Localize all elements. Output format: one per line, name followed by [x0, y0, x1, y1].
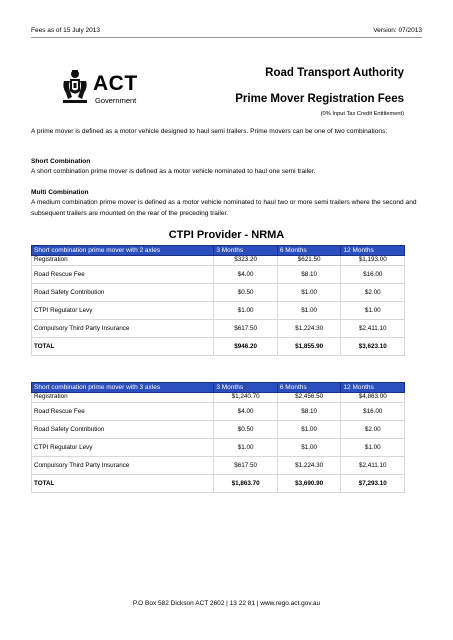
fee-label: CTPI Regulator Levy [32, 302, 214, 320]
fee-amount: $1,240.70 [214, 393, 278, 403]
fee-amount: $2.00 [341, 421, 405, 439]
fee-amount: $2,411.10 [341, 320, 405, 338]
multi-combination-text: A medium combination prime mover is defined as a motor vehicle nominated to haul two or more semi trailers where the second and subsequent trailers are mounted on the rear of the preceding trailer. [31, 199, 417, 217]
fees-table-2-axles [31, 245, 405, 356]
column-header: 6 Months [277, 383, 341, 393]
fee-amount: $1,193.00 [341, 256, 405, 266]
short-combination-heading: Short Combination [31, 158, 91, 165]
total-label: TOTAL [32, 338, 214, 356]
total-row [32, 475, 405, 493]
fee-amount: $2,411.10 [341, 457, 405, 475]
column-header: 3 Months [214, 246, 278, 256]
total-amount: $3,690.90 [277, 475, 341, 493]
footer-contact: P.O Box 582 Dickson ACT 2602 | 13 22 81 | www.rego.act.gov.au [132, 600, 321, 607]
fee-label: Registration [32, 393, 214, 403]
multi-combination-heading: Multi Combination [31, 189, 89, 196]
total-amount: $946.20 [214, 338, 278, 356]
column-header: 3 Months [214, 383, 278, 393]
fee-label: Road Safety Contribution [32, 421, 214, 439]
total-amount: $3,623.10 [341, 338, 405, 356]
total-row [32, 338, 405, 356]
fee-amount: $1.00 [341, 439, 405, 457]
tax-note: (0% Input Tax Credit Entitlement) [320, 111, 404, 117]
fee-amount: $0.50 [214, 421, 278, 439]
fee-label: Road Safety Contribution [32, 284, 214, 302]
fee-label: Road Rescue Fee [32, 266, 214, 284]
logo-wordmark: ACT [93, 72, 138, 95]
fee-amount: $0.50 [214, 284, 278, 302]
fee-label: Compulsory Third Party Insurance [32, 320, 214, 338]
fee-amount: $617.50 [214, 320, 278, 338]
fee-amount: $4,863.00 [341, 393, 405, 403]
column-header: Short combination prime mover with 3 axles [32, 383, 214, 393]
fee-amount: $1,224.30 [277, 320, 341, 338]
fee-amount: $4.00 [214, 403, 278, 421]
table-row [32, 266, 405, 284]
fee-label: Road Rescue Fee [32, 403, 214, 421]
table-row [32, 320, 405, 338]
fee-amount: $8.10 [277, 403, 341, 421]
total-amount: $7,293.10 [341, 475, 405, 493]
fee-label: Compulsory Third Party Insurance [32, 457, 214, 475]
total-label: TOTAL [32, 475, 214, 493]
header-date: Fees as of 15 July 2013 [31, 27, 101, 34]
fee-amount: $8.10 [277, 266, 341, 284]
column-header: 12 Months [341, 246, 405, 256]
fee-amount: $1.00 [277, 439, 341, 457]
fee-amount: $621.50 [277, 256, 341, 266]
fee-amount: $2.00 [341, 284, 405, 302]
fee-amount: $1,224.30 [277, 457, 341, 475]
fee-amount: $1.00 [214, 439, 278, 457]
table-row [32, 393, 405, 403]
column-header: Short combination prime mover with 2 axles [32, 246, 214, 256]
header-version: Version: 07/2013 [373, 27, 422, 34]
table-row [32, 302, 405, 320]
fee-amount: $1.00 [214, 302, 278, 320]
fee-amount: $1.00 [277, 284, 341, 302]
authority-title: Road Transport Authority [265, 67, 404, 79]
total-amount: $1,863.70 [214, 475, 278, 493]
provider-heading: CTPI Provider - NRMA [168, 229, 285, 241]
act-government-logo [60, 67, 160, 111]
fee-amount: $323.20 [214, 256, 278, 266]
fee-amount: $16.00 [341, 403, 405, 421]
column-header: 12 Months [341, 383, 405, 393]
intro-paragraph: A prime mover is defined as a motor vehicle designed to haul semi trailers. Prime movers can be one of two combinations: [31, 128, 388, 135]
document-title: Prime Mover Registration Fees [235, 93, 404, 105]
column-header: 6 Months [277, 246, 341, 256]
table-row [32, 403, 405, 421]
table-row [32, 256, 405, 266]
table-row [32, 421, 405, 439]
total-amount: $1,855.90 [277, 338, 341, 356]
short-combination-text: A short combination prime mover is defined as a motor vehicle nominated to haul one semi trailer. [31, 168, 316, 175]
fee-amount: $4.00 [214, 266, 278, 284]
fee-amount: $617.50 [214, 457, 278, 475]
table-row [32, 439, 405, 457]
fee-label: Registration [32, 256, 214, 266]
fee-label: CTPI Regulator Levy [32, 439, 214, 457]
table-header-row [32, 246, 405, 256]
logo-subtitle: Government [95, 96, 137, 105]
fee-amount: $1.00 [341, 302, 405, 320]
table-row [32, 457, 405, 475]
table-header-row [32, 383, 405, 393]
table-row [32, 284, 405, 302]
fee-amount: $1.00 [277, 302, 341, 320]
header-divider [31, 37, 422, 38]
coat-of-arms-icon [60, 67, 90, 105]
fee-amount: $2,456.50 [277, 393, 341, 403]
fee-amount: $1.00 [277, 421, 341, 439]
fees-table-3-axles [31, 382, 405, 493]
fee-amount: $16.00 [341, 266, 405, 284]
